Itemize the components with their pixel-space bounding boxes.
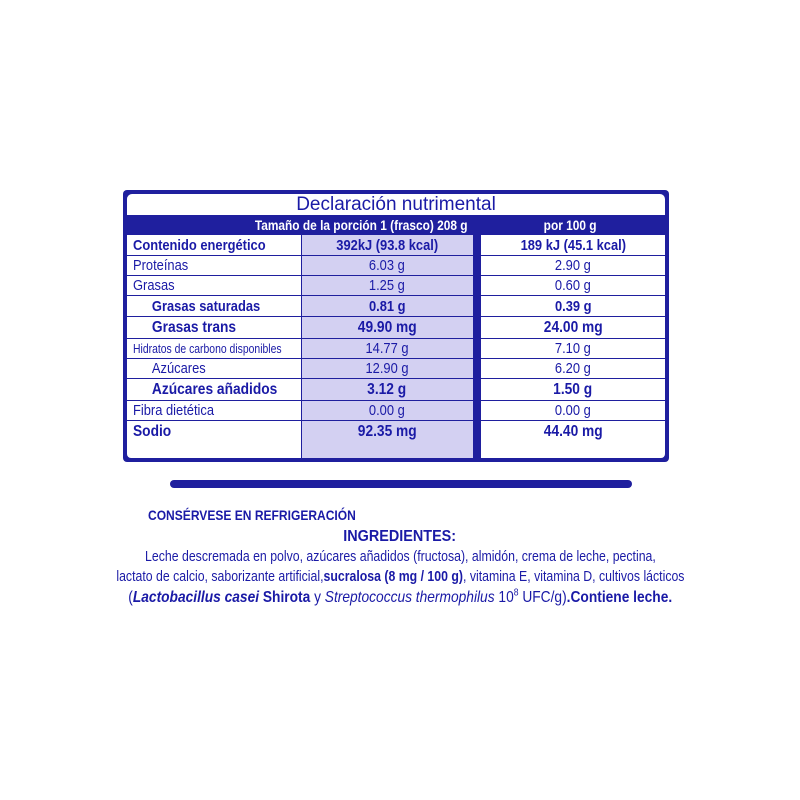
- row-value-portion: 12.90 g: [365, 360, 409, 377]
- table-title-text: Declaración nutrimental: [296, 194, 496, 215]
- row-label: Grasas: [133, 277, 175, 294]
- row-value-portion: 0.00 g: [369, 402, 405, 419]
- ingredients-line-1: [0, 548, 800, 565]
- ingredients-text: y: [310, 589, 325, 606]
- ingredients-title-text: INGREDIENTES:: [343, 528, 457, 545]
- row-value-per100: 6.20 g: [555, 360, 591, 377]
- row-value-per100: 0.60 g: [555, 277, 591, 294]
- ingredients-title: [0, 528, 800, 546]
- storage-note: CONSÉRVESE EN REFRIGERACIÓN: [148, 507, 356, 523]
- ingredients-text: (: [128, 589, 133, 606]
- table-row: [127, 256, 665, 276]
- row-value-portion: 392kJ (93.8 kcal): [336, 237, 438, 254]
- row-value-per100: 0.39 g: [554, 298, 592, 315]
- header-per100-text: por 100 g: [544, 217, 597, 233]
- row-label: Grasas saturadas: [151, 298, 261, 315]
- row-value-per100: 189 kJ (45.1 kcal): [520, 237, 626, 254]
- header-portion: [127, 217, 469, 233]
- contains-milk: .Contiene leche.: [566, 589, 672, 606]
- row-label: Sodio: [133, 423, 172, 440]
- table-row: [127, 317, 665, 339]
- row-value-per100: 24.00 mg: [543, 319, 603, 336]
- row-label: Fibra dietética: [133, 402, 215, 419]
- ingredients-text: 10: [494, 589, 514, 606]
- ingredients-text: lactato de calcio, saborizante artificial,: [115, 568, 324, 585]
- table-row: [127, 359, 665, 379]
- divider-bar: [170, 480, 632, 488]
- row-value-portion: 1.25 g: [369, 277, 405, 294]
- strain-name: Shirota: [258, 589, 311, 606]
- ingredients-line-3: [0, 589, 800, 607]
- row-value-per100: 7.10 g: [555, 340, 591, 357]
- exponent: 8: [513, 587, 519, 599]
- table-title: [127, 194, 665, 215]
- ingredients-line-1-text: Leche descremada en polvo, azúcares añadidos (fructosa), almidón, crema de leche, pectina,: [144, 548, 656, 565]
- row-label: Contenido energético: [133, 237, 266, 254]
- table-row: [127, 339, 665, 359]
- table-row: [127, 401, 665, 421]
- row-label: Azúcares: [151, 360, 206, 377]
- lactobacillus-name: Lactobacillus casei: [132, 589, 259, 606]
- table-row: [127, 235, 665, 256]
- row-value-per100: 1.50 g: [553, 381, 593, 398]
- table-row: [127, 421, 665, 443]
- row-label: Grasas trans: [151, 319, 237, 336]
- table-row: [127, 296, 665, 317]
- row-value-portion: 14.77 g: [365, 340, 409, 357]
- row-label: Azúcares añadidos: [151, 381, 278, 398]
- ingredients-text: , vitamina E, vitamina D, cultivos lácticos: [462, 568, 685, 585]
- row-value-portion: 49.90 mg: [357, 319, 417, 336]
- row-label: Hidratos de carbono disponibles: [133, 341, 282, 356]
- header-portion-text: Tamaño de la porción 1 (frasco) 208 g: [254, 217, 468, 233]
- table-row: [127, 379, 665, 401]
- row-value-per100: 2.90 g: [555, 257, 591, 274]
- header-per100: [476, 217, 665, 233]
- row-value-portion: 0.81 g: [368, 298, 406, 315]
- nutrition-table: [123, 190, 669, 462]
- table-body: [127, 235, 665, 458]
- row-value-portion: 6.03 g: [369, 257, 405, 274]
- sucralose-amount: sucralosa (8 mg / 100 g): [323, 568, 463, 585]
- row-label: Proteínas: [133, 257, 189, 274]
- row-value-portion: 92.35 mg: [357, 423, 417, 440]
- row-value-per100: 44.40 mg: [543, 423, 603, 440]
- table-row: [127, 276, 665, 296]
- ingredients-line-2: [0, 568, 800, 585]
- row-value-per100: 0.00 g: [555, 402, 591, 419]
- row-value-portion: 3.12 g: [367, 381, 407, 398]
- streptococcus-name: Streptococcus thermophilus: [324, 589, 495, 606]
- ingredients-text: UFC/g): [518, 589, 567, 606]
